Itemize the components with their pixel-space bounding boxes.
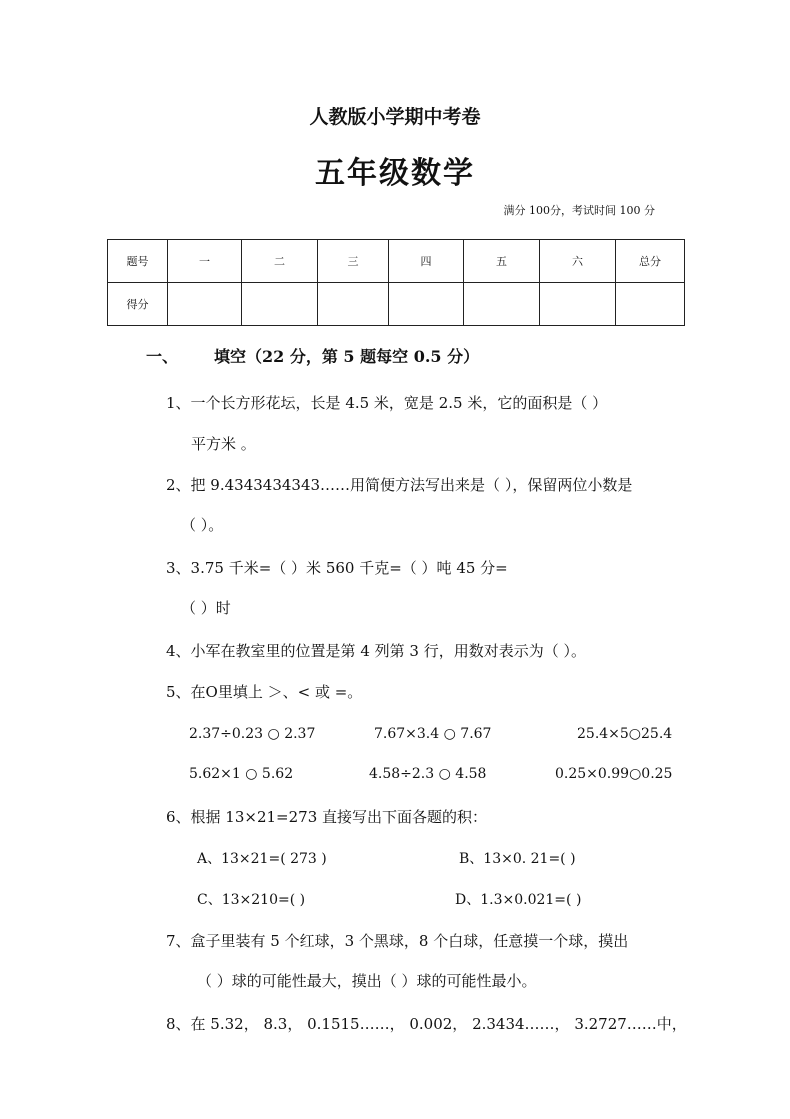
score-table-cell: 一 — [168, 240, 242, 283]
question-7-line-1: 7、盒子里装有 5 个红球，3 个黑球，8 个白球，任意摸一个球，摸出 — [166, 932, 629, 950]
exam-note: 满分 100分，考试时间 100 分 — [503, 204, 655, 217]
question-2-line-2: （ ）。 — [181, 516, 224, 534]
score-table-cell: 六 — [540, 240, 616, 283]
score-table-cell: 总分 — [616, 240, 685, 283]
score-box[interactable] — [318, 283, 389, 326]
compare-item: 25.4×5○25.4 — [577, 726, 673, 742]
question-1-line-1: 1、一个长方形花坛，长是 4.5 米，宽是 2.5 米，它的面积是（ ） — [166, 394, 608, 412]
score-table-cell: 五 — [464, 240, 540, 283]
score-box[interactable] — [540, 283, 616, 326]
question-8-line-1: 8、在 5.32， 8.3， 0.1515……， 0.002， 2.3434……， 3.2727……中， — [166, 1015, 687, 1033]
question-6: 6、根据 13×21=273 直接写出下面各题的积： — [166, 808, 488, 826]
compare-item: 0.25×0.99○0.25 — [555, 766, 673, 782]
score-table-score-row — [108, 283, 685, 326]
question-4: 4、小军在教室里的位置是第 4 列第 3 行，用数对表示为（ ）。 — [166, 642, 586, 660]
question-2-line-1: 2、把 9.4343434343……用简便方法写出来是（ ），保留两位小数是 — [166, 476, 633, 494]
compare-item: 7.67×3.4 ○ 7.67 — [374, 726, 492, 742]
product-item: B、13×0. 21=( ) — [459, 851, 576, 867]
question-3-line-1: 3、3.75 千米=（ ）米 560 千克=（ ）吨 45 分= — [166, 559, 508, 577]
score-table-header-row — [108, 240, 685, 283]
score-table — [107, 239, 685, 326]
question-7-line-2: （ ）球的可能性最大，摸出（ ）球的可能性最小。 — [197, 972, 537, 990]
product-item: D、1.3×0.021=( ) — [455, 892, 582, 908]
score-table-cell: 四 — [389, 240, 464, 283]
score-box[interactable] — [242, 283, 318, 326]
exam-series-title: 人教版小学期中考卷 — [309, 106, 481, 128]
exam-subject-title: 五年级数学 — [315, 156, 475, 191]
product-item: A、13×21=( 273 ) — [197, 851, 327, 867]
question-5: 5、在O里填上 ＞、< 或 =。 — [166, 683, 363, 701]
score-box[interactable] — [168, 283, 242, 326]
question-1-line-2: 平方米 。 — [191, 435, 256, 453]
compare-item: 2.37÷0.23 ○ 2.37 — [189, 726, 316, 742]
section-title: 填空（22 分，第 5 题每空 0.5 分） — [214, 347, 480, 366]
compare-item: 4.58÷2.3 ○ 4.58 — [369, 766, 487, 782]
score-table-cell: 三 — [318, 240, 389, 283]
score-table-cell: 得分 — [108, 283, 168, 326]
compare-item: 5.62×1 ○ 5.62 — [189, 766, 294, 782]
score-table-cell: 二 — [242, 240, 318, 283]
section-heading — [146, 344, 479, 367]
section-number: 一、 — [146, 347, 179, 366]
question-3-line-2: （ ）时 — [181, 599, 231, 617]
product-item: C、13×210=( ) — [197, 892, 306, 908]
score-box[interactable] — [464, 283, 540, 326]
score-box[interactable] — [616, 283, 685, 326]
score-box[interactable] — [389, 283, 464, 326]
score-table-cell: 题号 — [108, 240, 168, 283]
